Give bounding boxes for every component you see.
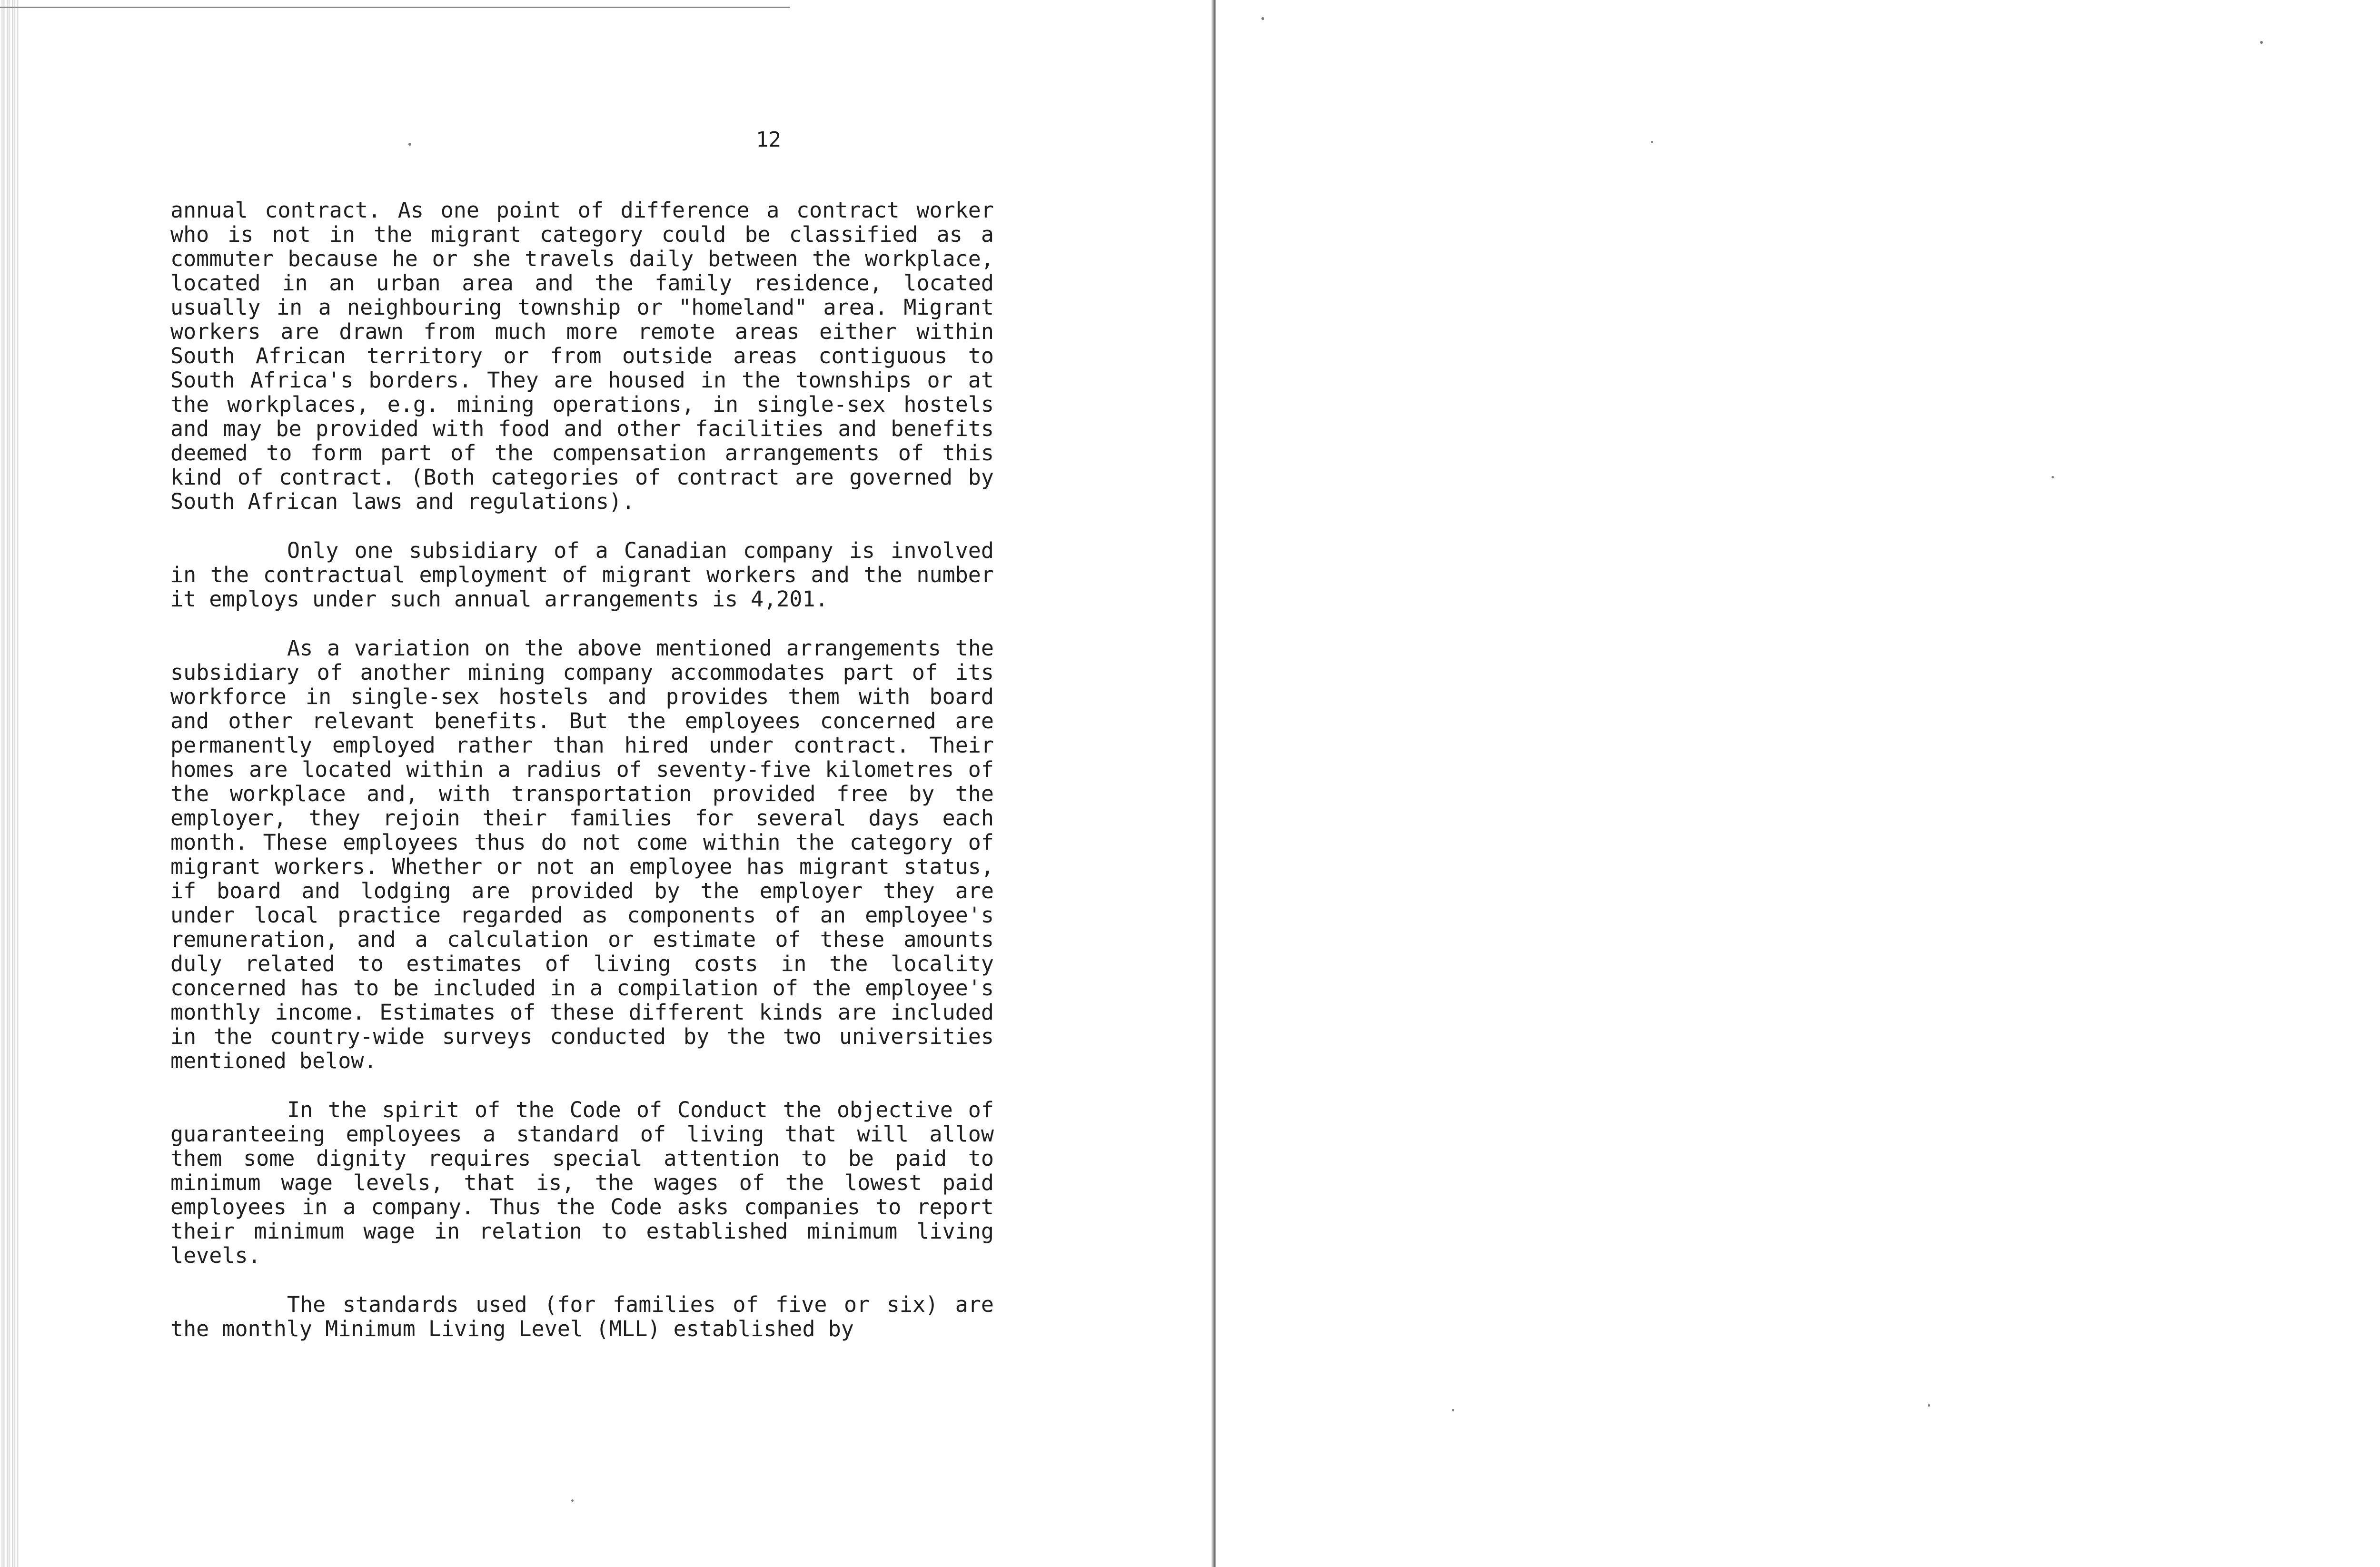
paragraph: In the spirit of the Code of Conduct the objective of guaranteeing employees a standard of living that will allow them some dignity requires special attention to be paid to minimum wage levels, that is, the wages of the lowest paid employees in a company. Thus the Code asks companies to report their minimum wage in relation to established minimum living levels. (170, 1097, 994, 1268)
left-page-body (170, 198, 994, 1366)
scan-speck (1452, 1409, 1454, 1411)
scan-speck (408, 143, 411, 146)
page-number: 12 (756, 128, 781, 152)
paragraph: As a variation on the above mentioned arrangements the subsidiary of another mining company accommodates part of its workforce in single-sex hostels and provides them with board and other relevant benefits. But the employees concerned are permanently employed rather than hired under contract. Their homes are located within a radius of seventy-five kilometres of the workplace and, with transportation provided free by the employer, they rejoin their families for several days each month. These employees thus do not come within the category of migrant workers. Whether or not an employee has migrant status, if board and lodging are provided by the employer they are under local practice regarded as components of an employee's remuneration, and a calculation or estimate of these amounts duly related to estimates of living costs in the locality concerned has to be included in a compilation of the employee's monthly income. Estimates of these different kinds are included in the country-wide surveys conducted by the two universities mentioned below. (170, 635, 994, 1073)
scan-top-rule (0, 7, 790, 8)
scan-speck (1928, 1404, 1930, 1407)
paragraph: The standards used (for families of five or six) are the monthly Minimum Living Level (MLL) established by (170, 1292, 994, 1341)
paragraph: Only one subsidiary of a Canadian company is involved in the contractual employment of migrant workers and the number it employs under such annual arrangements is 4,201. (170, 538, 994, 612)
scan-speck (1651, 141, 1653, 143)
page-gutter (1211, 0, 1216, 1567)
right-page (1216, 0, 2380, 1567)
scan-speck (571, 1499, 574, 1502)
paragraph: annual contract. As one point of difference a contract worker who is not in the migrant category could be classified as a commuter because he or she travels daily between the workplace, located in an urban area and the family residence, located usually in a neighbouring township or "homeland" area. Migrant workers are drawn from much more remote areas either within South African territory or from outside areas contiguous to South Africa's borders. They are housed in the townships or at the workplaces, e.g. mining operations, in single-sex hostels and may be provided with food and other facilities and benefits deemed to form part of the compensation arrangements of this kind of contract. (Both categories of contract are governed by South African laws and regulations). (170, 198, 994, 514)
scan-speck (2260, 41, 2263, 44)
scan-edge-artifact (0, 0, 19, 1567)
scan-speck (2052, 476, 2054, 478)
scan-speck (1261, 17, 1264, 20)
